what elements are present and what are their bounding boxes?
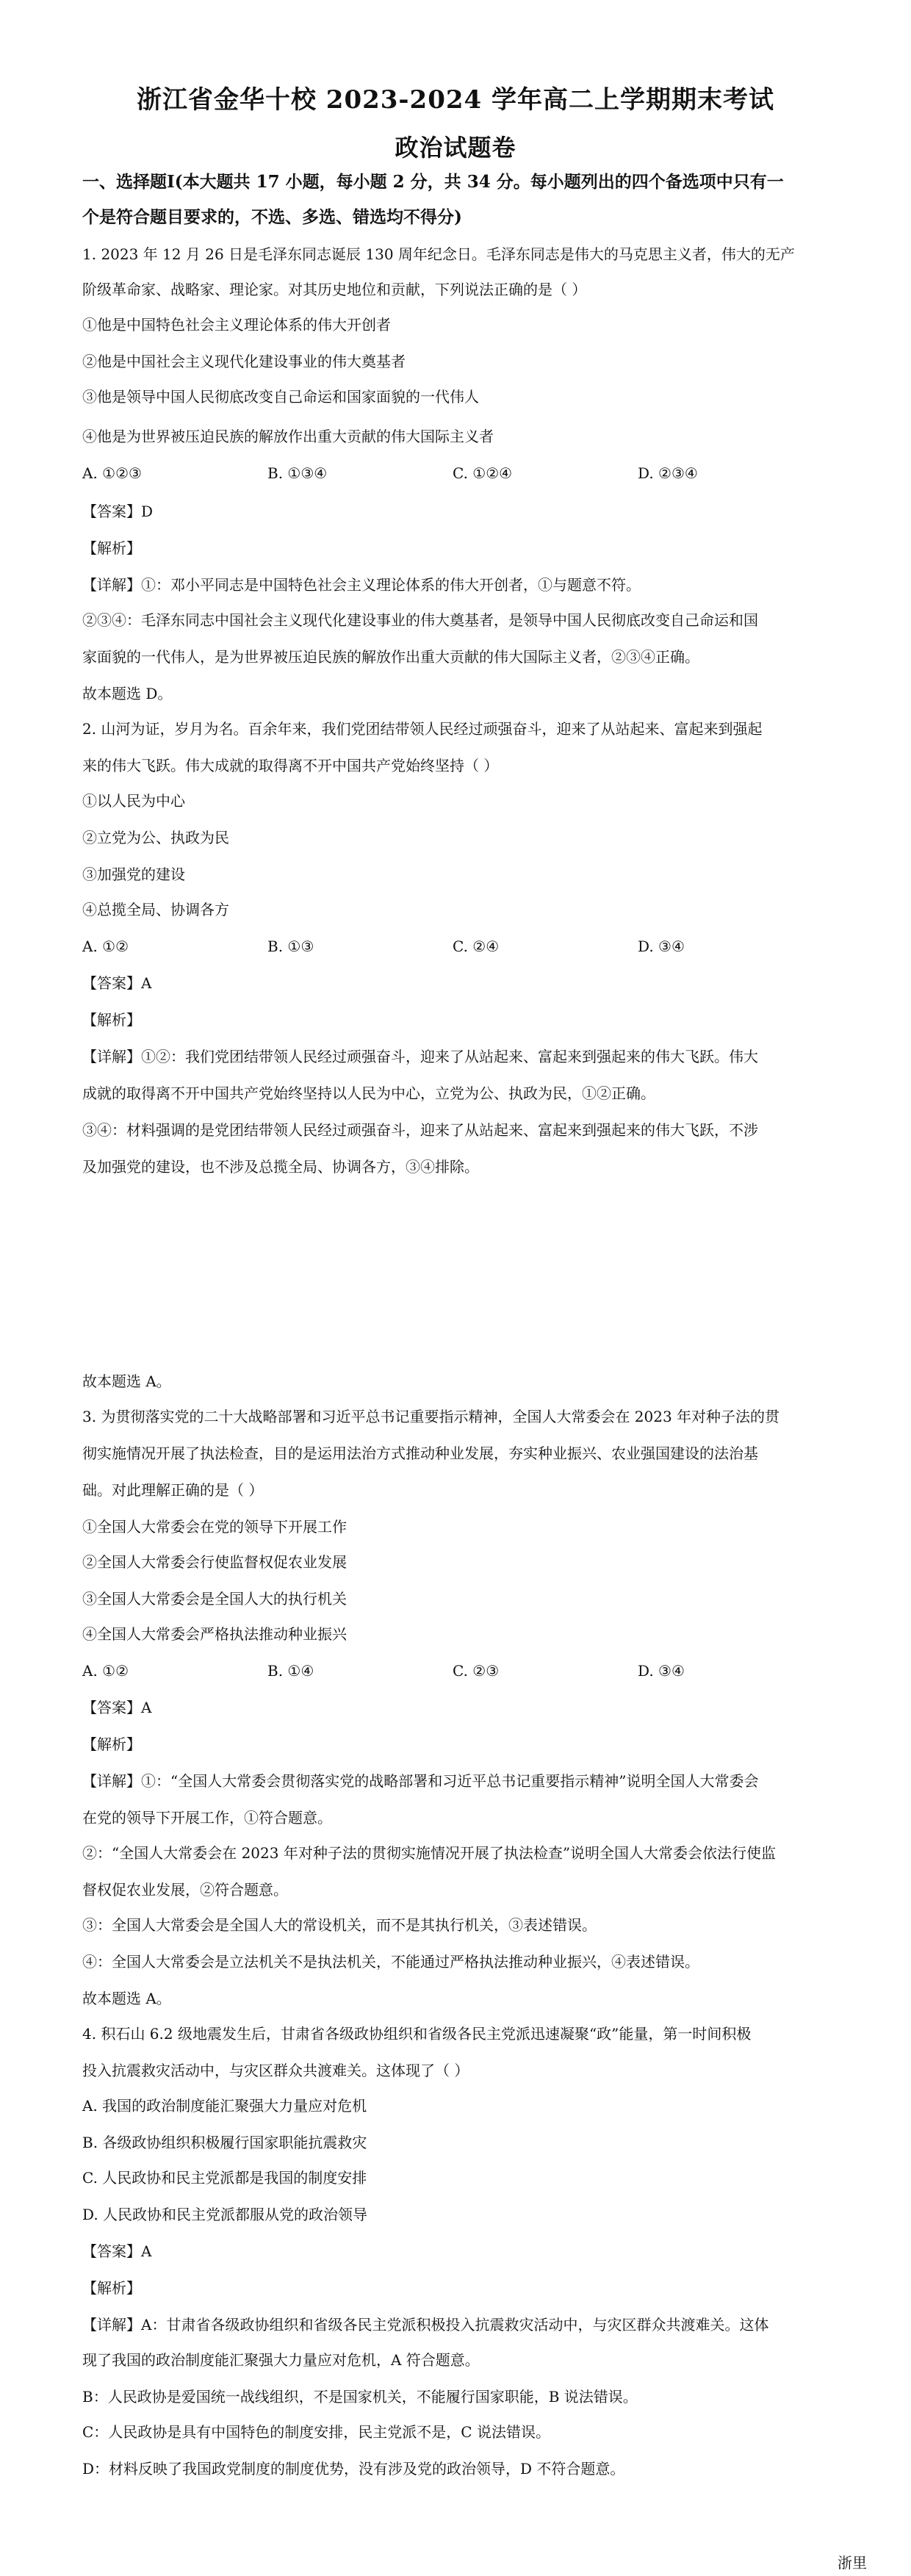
q4-stem: 4. 积石山 6.2 级地震发生后，甘肃省各级政协组织和省级各民主党派迅速凝聚“政”能量，第一时间积极 [82, 2025, 752, 2043]
q1-option-c: C. ①②④ [453, 464, 513, 482]
q4-option-d: D. 人民政协和民主党派都服从党的政治领导 [82, 2206, 368, 2223]
q3-analysis: 【解析】 [82, 1735, 141, 1753]
q3-stem: 3. 为贯彻落实党的二十大战略部署和习近平总书记重要指示精神，全国人大常委会在 2023 年对种子法的贯 [82, 1408, 780, 1425]
q1-stem: 1. 2023 年 12 月 26 日是毛泽东同志诞辰 130 周年纪念日。毛泽东同志是伟大的马克思主义者，伟大的无产 [82, 245, 795, 263]
q3-item: ④全国人大常委会严格执法推动种业振兴 [82, 1625, 347, 1643]
q3-option-d: D. ③④ [638, 1662, 685, 1680]
q2-item: ④总揽全局、协调各方 [82, 901, 229, 918]
q3-item: ③全国人大常委会是全国人大的执行机关 [82, 1590, 347, 1608]
q4-option-c: C. 人民政协和民主党派都是我国的制度安排 [82, 2169, 367, 2187]
exam-subtitle: 政治试题卷 [395, 134, 516, 162]
q4-detail: B：人民政协是爱国统一战线组织，不是国家机关，不能履行国家职能，B 说法错误。 [82, 2388, 638, 2406]
q4-detail: C：人民政协是具有中国特色的制度安排，民主党派不是，C 说法错误。 [82, 2423, 550, 2441]
q3-detail: ②：“全国人大常委会在 2023 年对种子法的贯彻实施情况开展了执法检查”说明全国人大常委会依法行使监 [82, 1844, 777, 1862]
q3-stem-cont: 础。对此理解正确的是（ ） [82, 1481, 264, 1499]
q1-conclusion: 故本题选 D。 [82, 685, 173, 702]
q4-analysis: 【解析】 [82, 2279, 141, 2297]
q2-option-b: B. ①③ [267, 938, 314, 955]
q3-option-a: A. ①② [82, 1662, 129, 1680]
q4-answer: 【答案】A [82, 2242, 152, 2260]
q1-answer: 【答案】D [82, 503, 154, 520]
q2-detail: 成就的取得离不开中国共产党始终坚持以人民为中心，立党为公、执政为民，①②正确。 [82, 1084, 655, 1102]
q2-item: ③加强党的建设 [82, 866, 185, 883]
q3-item: ②全国人大常委会行使监督权促农业发展 [82, 1553, 347, 1571]
q1-item: ②他是中国社会主义现代化建设事业的伟大奠基者 [82, 353, 406, 370]
q1-analysis: 【解析】 [82, 539, 141, 557]
q4-stem-cont: 投入抗震救灾活动中，与灾区群众共渡难关。这体现了（ ） [82, 2062, 469, 2079]
page-footer: 浙里 [838, 2554, 867, 2572]
q2-item: ②立党为公、执政为民 [82, 829, 229, 846]
q2-option-d: D. ③④ [638, 938, 685, 955]
q2-option-a: A. ①② [82, 938, 129, 955]
q3-option-b: B. ①④ [267, 1662, 314, 1680]
q1-stem-cont: 阶级革命家、战略家、理论家。对其历史地位和贡献，下列说法正确的是（ ） [82, 281, 587, 298]
q3-detail: 在党的领导下开展工作，①符合题意。 [82, 1809, 332, 1827]
q4-option-b: B. 各级政协组织积极履行国家职能抗震救灾 [82, 2134, 367, 2151]
q4-option-a: A. 我国的政治制度能汇聚强大力量应对危机 [82, 2097, 367, 2115]
q1-detail: ②③④：毛泽东同志中国社会主义现代化建设事业的伟大奠基者，是领导中国人民彻底改变自己命运和国 [82, 611, 758, 629]
q4-detail: 【详解】A：甘肃省各级政协组织和省级各民主党派积极投入抗震救灾活动中，与灾区群众共渡难关。这体 [82, 2316, 769, 2334]
q2-detail: ③④：材料强调的是党团结带领人民经过顽强奋斗，迎来了从站起来、富起来到强起来的伟大飞跃，不涉 [82, 1121, 758, 1139]
q4-detail: D：材料反映了我国政党制度的制度优势，没有涉及党的政治领导，D 不符合题意。 [82, 2460, 625, 2478]
q1-item: ①他是中国特色社会主义理论体系的伟大开创者 [82, 316, 391, 334]
q2-detail: 【详解】①②：我们党团结带领人民经过顽强奋斗，迎来了从站起来、富起来到强起来的伟大飞跃。伟大 [82, 1048, 758, 1065]
q2-item: ①以人民为中心 [82, 792, 185, 810]
q2-analysis: 【解析】 [82, 1011, 141, 1029]
q3-detail: 督权促农业发展，②符合题意。 [82, 1881, 288, 1899]
q2-stem: 2. 山河为证，岁月为名。百余年来，我们党团结带领人民经过顽强奋斗，迎来了从站起来、富起来到强起 [82, 720, 763, 738]
q2-conclusion: 故本题选 A。 [82, 1372, 171, 1390]
q3-option-c: C. ②③ [453, 1662, 500, 1680]
q3-stem-cont: 彻实施情况开展了执法检查，目的是运用法治方式推动种业发展，夯实种业振兴、农业强国建设的法治基 [82, 1444, 758, 1462]
exam-title: 浙江省金华十校 2023-2024 学年高二上学期期末考试 [136, 85, 775, 115]
q1-detail: 【详解】①：邓小平同志是中国特色社会主义理论体系的伟大开创者，①与题意不符。 [82, 576, 641, 594]
q3-detail: ④：全国人大常委会是立法机关不是执法机关，不能通过严格执法推动种业振兴，④表述错误。 [82, 1953, 699, 1971]
q3-detail: 【详解】①：“全国人大常委会贯彻落实党的战略部署和习近平总书记重要指示精神”说明全国人大常委会 [82, 1772, 759, 1790]
q3-conclusion: 故本题选 A。 [82, 1990, 171, 2007]
q1-option-a: A. ①②③ [82, 464, 142, 482]
q1-item: ③他是领导中国人民彻底改变自己命运和国家面貌的一代伟人 [82, 388, 479, 406]
q2-answer: 【答案】A [82, 974, 152, 992]
q1-option-b: B. ①③④ [267, 464, 328, 482]
q2-detail: 及加强党的建设，也不涉及总揽全局、协调各方，③④排除。 [82, 1158, 479, 1176]
q3-item: ①全国人大常委会在党的领导下开展工作 [82, 1518, 347, 1536]
q1-detail: 家面貌的一代伟人，是为世界被压迫民族的解放作出重大贡献的伟大国际主义者，②③④正确。 [82, 648, 699, 666]
q4-detail: 现了我国的政治制度能汇聚强大力量应对危机，A 符合题意。 [82, 2351, 480, 2369]
q3-detail: ③：全国人大常委会是全国人大的常设机关，而不是其执行机关，③表述错误。 [82, 1916, 597, 1934]
q2-stem-cont: 来的伟大飞跃。伟大成就的取得离不开中国共产党始终坚持（ ） [82, 757, 499, 774]
section-heading: 一、选择题Ⅰ(本大题共 17 小题，每小题 2 分，共 34 分。每小题列出的四个备选项中只有一 [82, 172, 784, 192]
section-heading-cont: 个是符合题目要求的，不选、多选、错选均不得分) [82, 207, 462, 227]
q1-option-d: D. ②③④ [638, 464, 698, 482]
q2-option-c: C. ②④ [453, 938, 500, 955]
q3-answer: 【答案】A [82, 1699, 152, 1716]
q1-item: ④他是为世界被压迫民族的解放作出重大贡献的伟大国际主义者 [82, 428, 494, 445]
